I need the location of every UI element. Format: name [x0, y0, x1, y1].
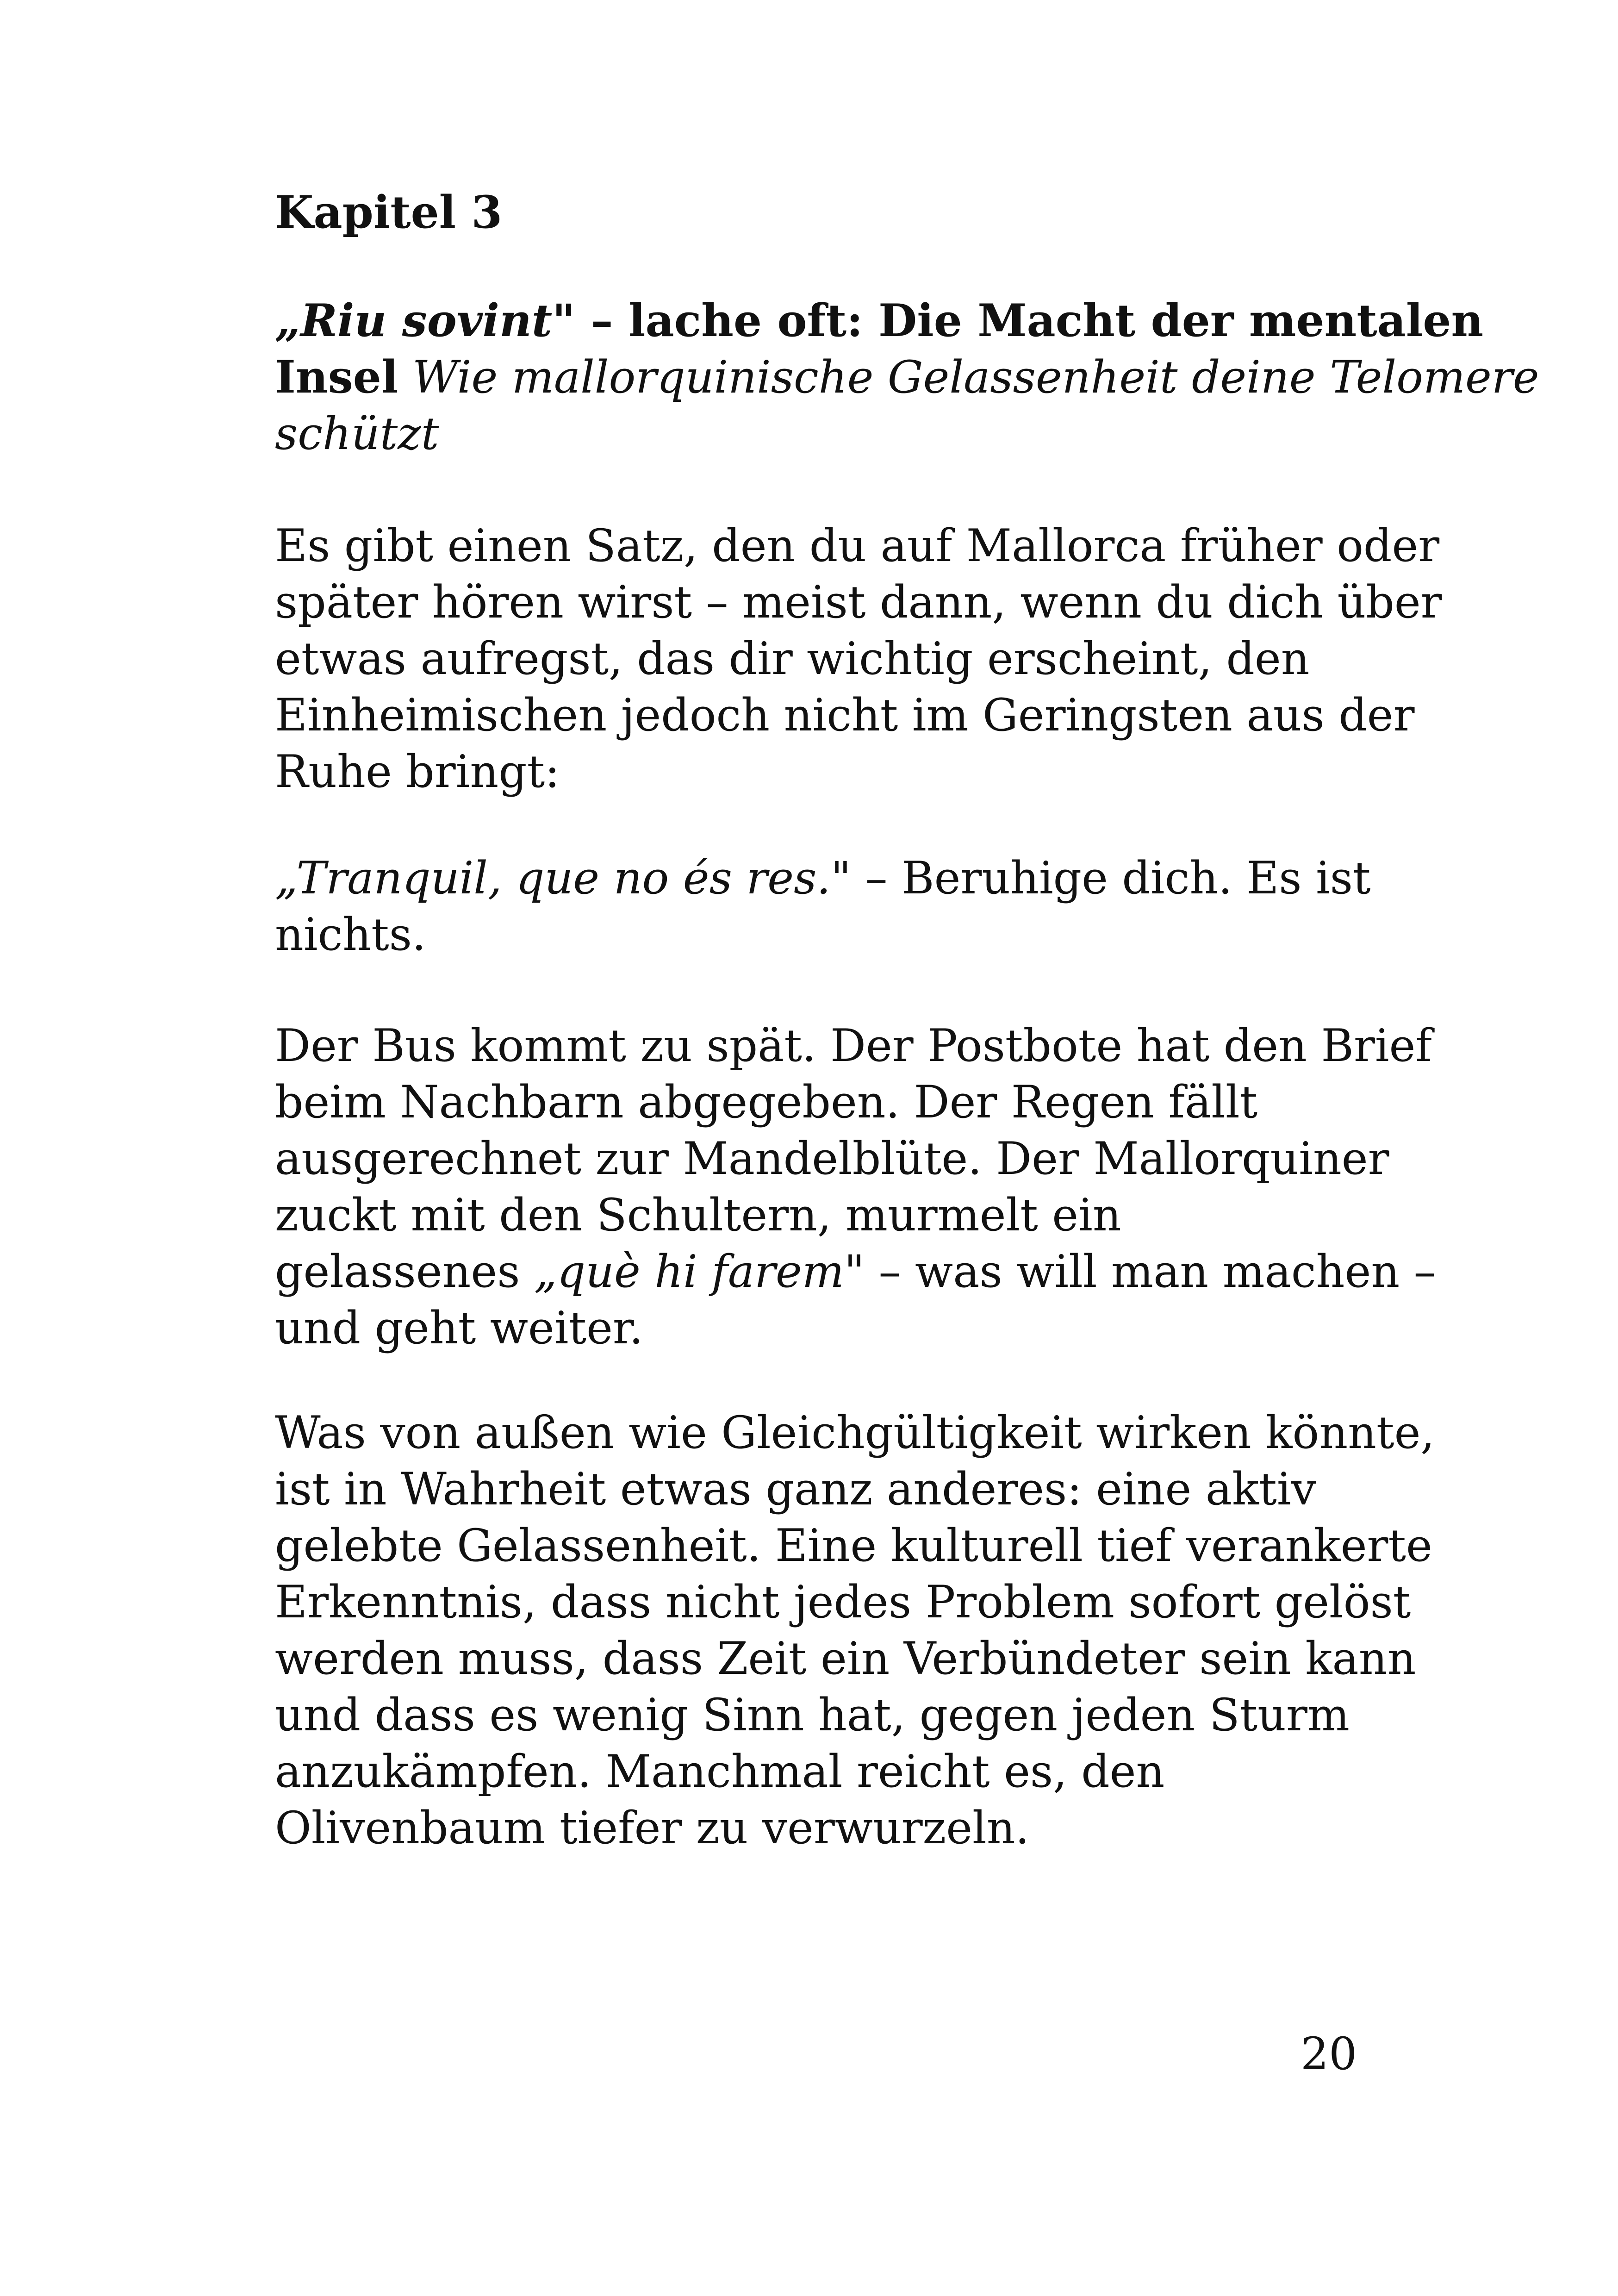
text-span: gelassenes	[275, 1246, 534, 1298]
subtitle-quote: „Riu sovint"	[275, 294, 576, 347]
translation: – Beruhige dich. Es ist	[851, 852, 1371, 904]
subtitle-line-3: schützt	[275, 408, 439, 460]
subtitle-line-1	[275, 293, 1539, 349]
paragraph-line: anzukämpfen. Manchmal reicht es, den	[275, 1746, 1165, 1797]
paragraph-line: und dass es wenig Sinn hat, gegen jeden Sturm	[275, 1689, 1350, 1741]
paragraph-line: beim Nachbarn abgegeben. Der Regen fällt	[275, 1076, 1258, 1128]
paragraph-line: später hören wirst – meist dann, wenn du dich über	[275, 576, 1442, 628]
catalan-quote: „què hi farem	[534, 1246, 844, 1298]
paragraph-4	[275, 1404, 1435, 1856]
paragraph-line: und geht weiter.	[275, 1302, 643, 1354]
text-span: – was will man machen –	[865, 1246, 1436, 1298]
paragraph-1	[275, 518, 1442, 800]
paragraph-line: Ruhe bringt:	[275, 746, 560, 798]
quote-mark: "	[830, 852, 851, 904]
paragraph-line	[275, 850, 1371, 906]
paragraph-line: Der Bus kommt zu spät. Der Postbote hat den Brief	[275, 1020, 1432, 1072]
paragraph-line: zuckt mit den Schultern, murmelt ein	[275, 1189, 1121, 1241]
paragraph-line: Erkenntnis, dass nicht jedes Problem sofort gelöst	[275, 1576, 1411, 1628]
paragraph-line: etwas aufregst, das dir wichtig erscheint, den	[275, 633, 1310, 685]
subtitle-line-2	[275, 349, 1539, 406]
paragraph-line	[275, 1243, 1436, 1300]
quote-mark: "	[844, 1246, 865, 1298]
paragraph-line: Einheimischen jedoch nicht im Geringsten aus der	[275, 689, 1415, 741]
paragraph-line: gelebte Gelassenheit. Eine kulturell tief verankerte	[275, 1520, 1432, 1572]
paragraph-line: werden muss, dass Zeit ein Verbündeter sein kann	[275, 1633, 1416, 1685]
chapter-label: Kapitel 3	[275, 186, 503, 238]
chapter-heading	[275, 184, 502, 241]
paragraph-2	[275, 850, 1371, 963]
paragraph-line: Was von außen wie Gleichgültigkeit wirken könnte,	[275, 1407, 1435, 1459]
subtitle-tagline: Wie mallorquinische Gelassenheit deine Telomere	[398, 351, 1539, 403]
paragraph-line: Olivenbaum tiefer zu verwurzeln.	[275, 1802, 1030, 1854]
page-number: 20	[1301, 2028, 1357, 2080]
subtitle-title: – lache oft: Die Macht der mentalen	[575, 294, 1484, 347]
chapter-subtitle	[275, 293, 1539, 462]
paragraph-line: Es gibt einen Satz, den du auf Mallorca früher oder	[275, 520, 1440, 572]
paragraph-line: ausgerechnet zur Mandelblüte. Der Mallorquiner	[275, 1133, 1389, 1185]
paragraph-line: nichts.	[275, 909, 426, 961]
paragraph-line: ist in Wahrheit etwas ganz anderes: eine aktiv	[275, 1463, 1316, 1515]
subtitle-title-end: Insel	[275, 351, 398, 403]
catalan-quote: „Tranquil, que no és res.	[275, 852, 831, 904]
paragraph-3	[275, 1017, 1436, 1356]
